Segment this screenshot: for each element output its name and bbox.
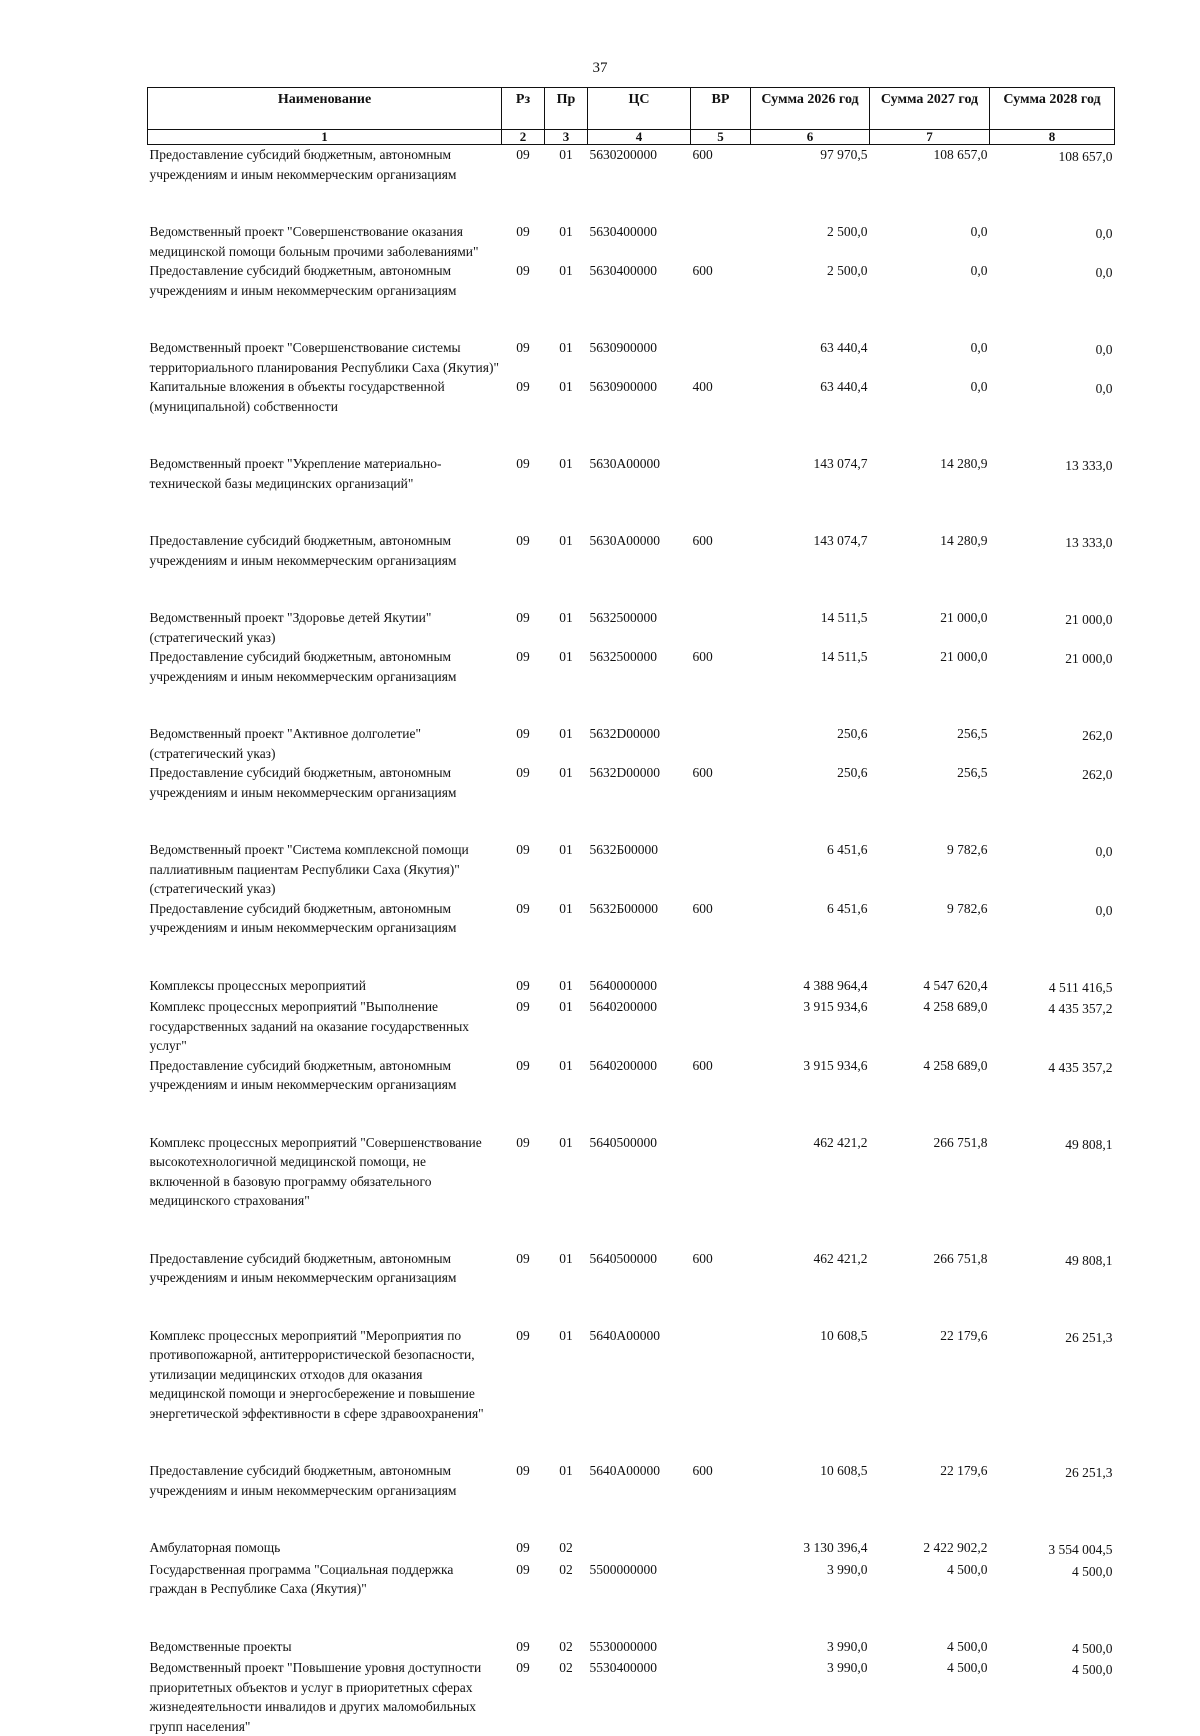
row-vr (691, 976, 751, 998)
row-sum-2028: 262,0 (990, 724, 1115, 763)
row-name: Комплекс процессных мероприятий "Мероприятия по противопожарной, антитеррористической безопасности, утилизации медицинских отходов для оказания медицинской помощи и энергосбережение и повышение энергетической эффективности в сфере здравоохранения" (148, 1326, 502, 1462)
row-rz: 09 (502, 1637, 545, 1659)
row-name: Ведомственный проект "Система комплексной помощи паллиативным пациентам Республики Саха (Якутия)" (стратегический указ) (148, 840, 502, 899)
row-cs: 5632500000 (588, 608, 691, 647)
row-sum-2028: 4 500,0 (990, 1658, 1115, 1736)
row-pr: 01 (545, 1326, 588, 1462)
row-name: Ведомственный проект "Укрепление материально-технической базы медицинских организаций" (148, 454, 502, 531)
row-rz: 09 (502, 997, 545, 1056)
row-cs: 5500000000 (588, 1560, 691, 1637)
row-sum-2028: 0,0 (990, 899, 1115, 976)
row-name: Предоставление субсидий бюджетным, автономным учреждениям и иным некоммерческим организациям (148, 1461, 502, 1538)
row-sum-2028: 108 657,0 (990, 145, 1115, 223)
row-sum-2027: 266 751,8 (870, 1249, 990, 1326)
row-rz: 09 (502, 1133, 545, 1249)
row-sum-2026: 14 511,5 (751, 647, 870, 724)
row-vr (691, 840, 751, 899)
table-row (148, 840, 1115, 899)
row-sum-2027: 108 657,0 (870, 145, 990, 223)
row-sum-2027: 4 500,0 (870, 1658, 990, 1736)
row-sum-2028: 0,0 (990, 338, 1115, 377)
row-sum-2027: 266 751,8 (870, 1133, 990, 1249)
row-pr: 01 (545, 899, 588, 976)
row-name: Комплекс процессных мероприятий "Выполнение государственных заданий на оказание государственных услуг" (148, 997, 502, 1056)
row-rz: 09 (502, 1249, 545, 1326)
row-rz: 09 (502, 338, 545, 377)
row-name: Ведомственный проект "Совершенствование оказания медицинской помощи больным прочими заболеваниями" (148, 222, 502, 261)
row-sum-2027: 2 422 902,2 (870, 1538, 990, 1560)
row-sum-2026: 6 451,6 (751, 899, 870, 976)
row-pr: 01 (545, 647, 588, 724)
row-cs: 5640А00000 (588, 1461, 691, 1538)
row-sum-2027: 4 547 620,4 (870, 976, 990, 998)
row-cs: 5640200000 (588, 1056, 691, 1133)
row-sum-2028: 0,0 (990, 377, 1115, 454)
row-cs: 5630400000 (588, 222, 691, 261)
row-name: Предоставление субсидий бюджетным, автономным учреждениям и иным некоммерческим организациям (148, 1249, 502, 1326)
table-row (148, 454, 1115, 531)
row-sum-2026: 4 388 964,4 (751, 976, 870, 998)
table-row (148, 1658, 1115, 1736)
table-row (148, 1326, 1115, 1462)
row-rz: 09 (502, 1538, 545, 1560)
row-name: Ведомственный проект "Здоровье детей Якутии" (стратегический указ) (148, 608, 502, 647)
table-row (148, 997, 1115, 1056)
row-name: Ведомственные проекты (148, 1637, 502, 1659)
row-sum-2027: 14 280,9 (870, 454, 990, 531)
row-name: Ведомственный проект "Повышение уровня доступности приоритетных объектов и услуг в приоритетных сферах жизнедеятельности инвалидов и других маломобильных групп населения" (148, 1658, 502, 1736)
row-name: Предоставление субсидий бюджетным, автономным учреждениям и иным некоммерческим организациям (148, 763, 502, 840)
row-pr: 01 (545, 1461, 588, 1538)
column-number: 6 (751, 130, 870, 145)
row-sum-2027: 21 000,0 (870, 608, 990, 647)
row-cs: 5630А00000 (588, 531, 691, 608)
row-rz: 09 (502, 1658, 545, 1736)
row-name: Предоставление субсидий бюджетным, автономным учреждениям и иным некоммерческим организациям (148, 145, 502, 223)
row-sum-2026: 462 421,2 (751, 1133, 870, 1249)
row-pr: 02 (545, 1658, 588, 1736)
table-body (148, 145, 1115, 1736)
row-sum-2028: 4 500,0 (990, 1560, 1115, 1637)
row-cs (588, 1538, 691, 1560)
row-sum-2028: 4 435 357,2 (990, 1056, 1115, 1133)
row-sum-2026: 63 440,4 (751, 377, 870, 454)
row-sum-2026: 250,6 (751, 763, 870, 840)
row-sum-2028: 13 333,0 (990, 454, 1115, 531)
row-vr: 600 (691, 647, 751, 724)
row-vr: 600 (691, 899, 751, 976)
row-vr (691, 1637, 751, 1659)
row-sum-2027: 0,0 (870, 222, 990, 261)
row-cs: 5640А00000 (588, 1326, 691, 1462)
row-sum-2026: 3 130 396,4 (751, 1538, 870, 1560)
header-cs: ЦС (588, 88, 691, 130)
header-sum-2026: Сумма 2026 год (751, 88, 870, 130)
row-name: Предоставление субсидий бюджетным, автономным учреждениям и иным некоммерческим организациям (148, 531, 502, 608)
row-sum-2028: 0,0 (990, 222, 1115, 261)
row-cs: 5640500000 (588, 1249, 691, 1326)
row-pr: 01 (545, 840, 588, 899)
row-rz: 09 (502, 976, 545, 998)
row-cs: 5640200000 (588, 997, 691, 1056)
row-rz: 09 (502, 647, 545, 724)
row-rz: 09 (502, 1056, 545, 1133)
table-row (148, 976, 1115, 998)
row-pr: 02 (545, 1637, 588, 1659)
row-vr (691, 338, 751, 377)
row-sum-2026: 2 500,0 (751, 261, 870, 338)
row-vr (691, 454, 751, 531)
row-sum-2028: 262,0 (990, 763, 1115, 840)
row-rz: 09 (502, 1461, 545, 1538)
row-cs: 5630900000 (588, 338, 691, 377)
row-sum-2026: 3 915 934,6 (751, 1056, 870, 1133)
table-row (148, 763, 1115, 840)
table-row (148, 1560, 1115, 1637)
row-sum-2026: 143 074,7 (751, 531, 870, 608)
budget-table-container (147, 87, 1114, 1736)
row-sum-2026: 3 990,0 (751, 1658, 870, 1736)
header-name: Наименование (148, 88, 502, 130)
table-row (148, 1249, 1115, 1326)
row-pr: 01 (545, 338, 588, 377)
row-vr: 600 (691, 1056, 751, 1133)
row-vr: 400 (691, 377, 751, 454)
row-cs: 5640000000 (588, 976, 691, 998)
row-sum-2027: 4 500,0 (870, 1637, 990, 1659)
row-cs: 5632500000 (588, 647, 691, 724)
row-pr: 01 (545, 1133, 588, 1249)
row-sum-2027: 14 280,9 (870, 531, 990, 608)
row-sum-2028: 21 000,0 (990, 647, 1115, 724)
row-rz: 09 (502, 454, 545, 531)
table-row (148, 261, 1115, 338)
row-vr (691, 997, 751, 1056)
row-cs: 5632Б00000 (588, 840, 691, 899)
row-sum-2027: 0,0 (870, 338, 990, 377)
row-vr (691, 1326, 751, 1462)
row-sum-2028: 4 500,0 (990, 1637, 1115, 1659)
row-pr: 01 (545, 261, 588, 338)
row-sum-2026: 97 970,5 (751, 145, 870, 223)
row-sum-2026: 10 608,5 (751, 1326, 870, 1462)
row-sum-2027: 4 500,0 (870, 1560, 990, 1637)
row-sum-2027: 9 782,6 (870, 840, 990, 899)
table-row (148, 222, 1115, 261)
row-pr: 01 (545, 763, 588, 840)
row-sum-2028: 49 808,1 (990, 1133, 1115, 1249)
table-row (148, 1461, 1115, 1538)
header-sum-2027: Сумма 2027 год (870, 88, 990, 130)
row-rz: 09 (502, 763, 545, 840)
row-pr: 01 (545, 377, 588, 454)
row-name: Предоставление субсидий бюджетным, автономным учреждениям и иным некоммерческим организациям (148, 899, 502, 976)
row-sum-2028: 26 251,3 (990, 1461, 1115, 1538)
row-sum-2027: 22 179,6 (870, 1461, 990, 1538)
row-sum-2028: 26 251,3 (990, 1326, 1115, 1462)
row-pr: 02 (545, 1538, 588, 1560)
row-pr: 02 (545, 1560, 588, 1637)
table-row (148, 608, 1115, 647)
row-vr: 600 (691, 1249, 751, 1326)
column-number-row (148, 130, 1115, 145)
row-rz: 09 (502, 899, 545, 976)
table-row (148, 1133, 1115, 1249)
row-sum-2026: 3 990,0 (751, 1637, 870, 1659)
row-vr: 600 (691, 531, 751, 608)
row-vr: 600 (691, 145, 751, 223)
column-number: 3 (545, 130, 588, 145)
column-number: 4 (588, 130, 691, 145)
row-cs: 5630200000 (588, 145, 691, 223)
row-name: Предоставление субсидий бюджетным, автономным учреждениям и иным некоммерческим организациям (148, 1056, 502, 1133)
row-vr (691, 724, 751, 763)
column-number: 8 (990, 130, 1115, 145)
row-pr: 01 (545, 997, 588, 1056)
row-sum-2026: 143 074,7 (751, 454, 870, 531)
row-cs: 5632D00000 (588, 763, 691, 840)
row-sum-2027: 4 258 689,0 (870, 997, 990, 1056)
row-sum-2027: 0,0 (870, 377, 990, 454)
table-row (148, 899, 1115, 976)
row-name: Комплекс процессных мероприятий "Совершенствование высокотехнологичной медицинской помощи, не включенной в базовую программу обязательного медицинского страхования" (148, 1133, 502, 1249)
row-vr (691, 222, 751, 261)
row-cs: 5632D00000 (588, 724, 691, 763)
row-rz: 09 (502, 840, 545, 899)
row-sum-2028: 4 435 357,2 (990, 997, 1115, 1056)
row-sum-2028: 49 808,1 (990, 1249, 1115, 1326)
row-sum-2026: 2 500,0 (751, 222, 870, 261)
row-sum-2028: 13 333,0 (990, 531, 1115, 608)
row-sum-2026: 250,6 (751, 724, 870, 763)
header-pr: Пр (545, 88, 588, 130)
row-sum-2026: 462 421,2 (751, 1249, 870, 1326)
row-sum-2026: 3 990,0 (751, 1560, 870, 1637)
row-rz: 09 (502, 261, 545, 338)
row-sum-2028: 4 511 416,5 (990, 976, 1115, 998)
row-pr: 01 (545, 724, 588, 763)
budget-table (147, 87, 1115, 1736)
row-rz: 09 (502, 724, 545, 763)
row-sum-2027: 4 258 689,0 (870, 1056, 990, 1133)
row-cs: 5530400000 (588, 1658, 691, 1736)
table-row (148, 1056, 1115, 1133)
row-rz: 09 (502, 222, 545, 261)
table-row (148, 724, 1115, 763)
row-name: Капитальные вложения в объекты государственной (муниципальной) собственности (148, 377, 502, 454)
page-number: 37 (0, 60, 1200, 77)
row-sum-2026: 63 440,4 (751, 338, 870, 377)
table-row (148, 145, 1115, 223)
row-vr: 600 (691, 261, 751, 338)
row-cs: 5640500000 (588, 1133, 691, 1249)
row-rz: 09 (502, 145, 545, 223)
table-row (148, 338, 1115, 377)
row-rz: 09 (502, 1326, 545, 1462)
row-sum-2028: 0,0 (990, 840, 1115, 899)
row-pr: 01 (545, 1056, 588, 1133)
row-pr: 01 (545, 608, 588, 647)
table-header-row (148, 88, 1115, 130)
row-name: Государственная программа "Социальная поддержка граждан в Республике Саха (Якутия)" (148, 1560, 502, 1637)
column-number: 2 (502, 130, 545, 145)
header-rz: Рз (502, 88, 545, 130)
row-sum-2027: 256,5 (870, 763, 990, 840)
header-sum-2028: Сумма 2028 год (990, 88, 1115, 130)
row-vr (691, 608, 751, 647)
row-pr: 01 (545, 145, 588, 223)
row-sum-2027: 0,0 (870, 261, 990, 338)
row-sum-2028: 0,0 (990, 261, 1115, 338)
row-name: Предоставление субсидий бюджетным, автономным учреждениям и иным некоммерческим организациям (148, 647, 502, 724)
row-vr (691, 1560, 751, 1637)
row-cs: 5530000000 (588, 1637, 691, 1659)
row-sum-2027: 22 179,6 (870, 1326, 990, 1462)
row-pr: 01 (545, 222, 588, 261)
row-rz: 09 (502, 377, 545, 454)
row-name: Ведомственный проект "Активное долголетие" (стратегический указ) (148, 724, 502, 763)
row-sum-2026: 6 451,6 (751, 840, 870, 899)
row-vr (691, 1133, 751, 1249)
column-number: 1 (148, 130, 502, 145)
row-pr: 01 (545, 454, 588, 531)
row-vr (691, 1658, 751, 1736)
row-sum-2026: 14 511,5 (751, 608, 870, 647)
row-sum-2027: 256,5 (870, 724, 990, 763)
row-sum-2028: 3 554 004,5 (990, 1538, 1115, 1560)
row-sum-2027: 21 000,0 (870, 647, 990, 724)
row-cs: 5630400000 (588, 261, 691, 338)
row-pr: 01 (545, 531, 588, 608)
row-vr: 600 (691, 1461, 751, 1538)
row-sum-2026: 3 915 934,6 (751, 997, 870, 1056)
row-pr: 01 (545, 976, 588, 998)
header-vr: ВР (691, 88, 751, 130)
row-cs: 5630А00000 (588, 454, 691, 531)
row-name: Комплексы процессных мероприятий (148, 976, 502, 998)
table-row (148, 1538, 1115, 1560)
row-cs: 5632Б00000 (588, 899, 691, 976)
row-name: Предоставление субсидий бюджетным, автономным учреждениям и иным некоммерческим организациям (148, 261, 502, 338)
row-sum-2027: 9 782,6 (870, 899, 990, 976)
table-row (148, 531, 1115, 608)
row-cs: 5630900000 (588, 377, 691, 454)
row-name: Амбулаторная помощь (148, 1538, 502, 1560)
column-number: 7 (870, 130, 990, 145)
row-rz: 09 (502, 608, 545, 647)
row-vr (691, 1538, 751, 1560)
column-number: 5 (691, 130, 751, 145)
row-pr: 01 (545, 1249, 588, 1326)
table-row (148, 377, 1115, 454)
table-row (148, 647, 1115, 724)
table-row (148, 1637, 1115, 1659)
row-sum-2028: 21 000,0 (990, 608, 1115, 647)
row-vr: 600 (691, 763, 751, 840)
row-rz: 09 (502, 531, 545, 608)
row-name: Ведомственный проект "Совершенствование системы территориального планирования Республики Саха (Якутия)" (148, 338, 502, 377)
row-sum-2026: 10 608,5 (751, 1461, 870, 1538)
row-rz: 09 (502, 1560, 545, 1637)
